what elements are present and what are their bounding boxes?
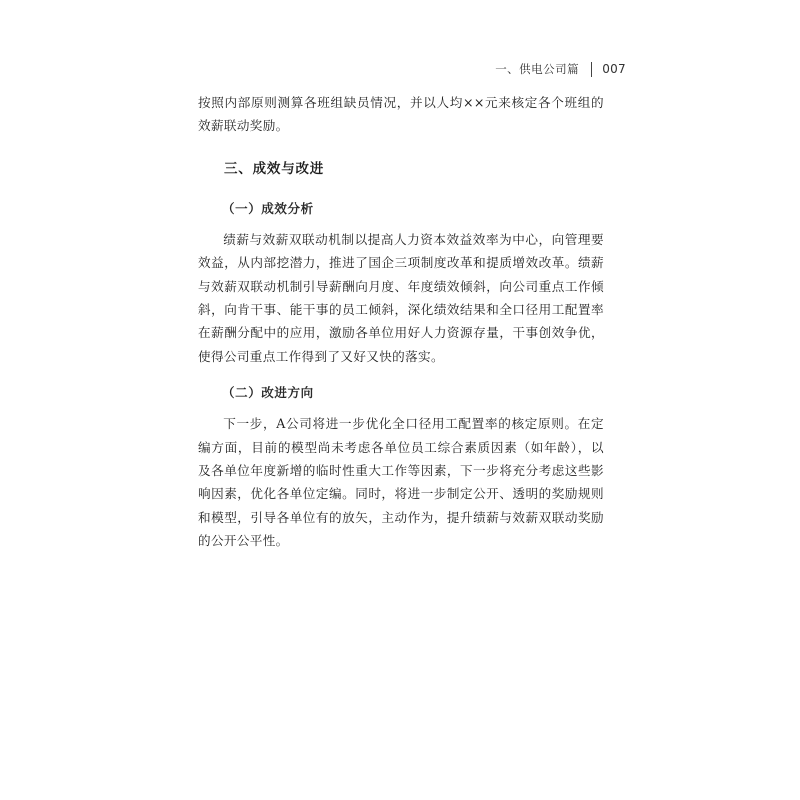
header-divider — [591, 62, 592, 77]
subsection-results-paragraph: 绩薪与效薪双联动机制以提高人力资本效益效率为中心，向管理要效益，从内部挖潜力，推进了国企三项制度改革和提质增效改革。绩薪与效薪双联动机制引导薪酬向月度、年度绩效倾斜，向公司重点工作倾斜，向肯干事、能干事的员工倾斜，深化绩效结果和全口径用工配置率在薪酬分配中的应用，激励各单位用好人力资源存量，干事创效争优，使得公司重点工作得到了又好又快的落实。 — [198, 231, 604, 364]
running-head-section: 一、供电公司篇 — [495, 62, 580, 76]
subsection-improvement-paragraph: 下一步，A公司将进一步优化全口径用工配置率的核定原则。在定编方面，目前的模型尚未考虑各单位员工综合素质因素（如年龄），以及各单位年度新增的临时性重大工作等因素，下一步将充分考虑这些影响因素，优化各单位定编。同时，将进一步制定公开、透明的奖励规则和模型，引导各单位有的放矢，主动作为，提升绩薪与效薪双联动奖励的公开公平性。 — [198, 416, 604, 549]
intro-paragraph: 按照内部原则测算各班组缺员情况，并以人均××元来核定各个班组的效薪联动奖励。 — [198, 95, 604, 134]
page-number: 007 — [602, 62, 626, 76]
section-title: 三、成效与改进 — [224, 160, 325, 177]
subsection-improvement-title: （二）改进方向 — [222, 385, 314, 401]
subsection-results-title: （一）成效分析 — [222, 200, 314, 216]
page-body — [198, 91, 604, 553]
running-header — [495, 60, 626, 78]
